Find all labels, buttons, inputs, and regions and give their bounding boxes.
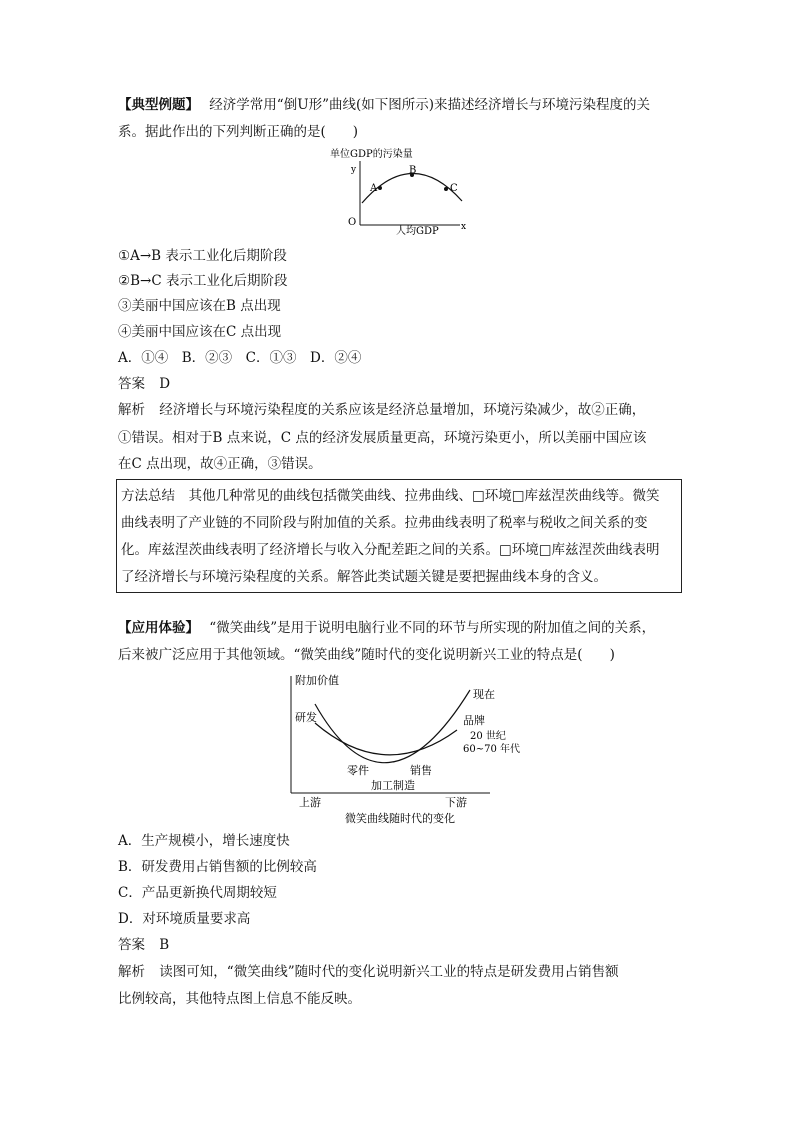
practice-question-line-1 [118, 618, 655, 638]
smile-curve-now [315, 690, 470, 763]
figure2-y-title: 附加价值 [295, 674, 339, 687]
practice-option-b: B．研发费用占销售额的比例较高 [118, 859, 317, 875]
point-c-marker [444, 187, 448, 191]
point-b-label: B [409, 165, 417, 176]
figure2-label-brand: 品牌 [463, 714, 485, 727]
figure1-x-title: 人均GDP [396, 226, 439, 237]
practice-analysis-line-1 [118, 962, 619, 982]
example-analysis-text-1: 经济增长与环境污染程度的关系应该是经济总量增加，环境污染减少，故②正确， [159, 402, 646, 418]
smile-curve-figure [285, 668, 525, 828]
point-a-marker [378, 186, 382, 190]
figure1-y-label: y [351, 165, 357, 175]
summary-line-4: 了经济增长与环境污染程度的关系。解答此类试题关键是要把握曲线本身的含义。 [121, 569, 607, 585]
example-question-line-2: 系。据此作出的下列判断正确的是( ) [118, 124, 359, 140]
practice-analysis-label: 解析 [118, 964, 145, 980]
summary-line-3: 化。库兹涅茨曲线表明了经济增长与收入分配差距之间的关系。□环境□库兹涅茨曲线表明 [121, 542, 660, 558]
example-analysis-label: 解析 [118, 402, 145, 418]
figure2-label-downstream: 下游 [445, 796, 467, 809]
example-question-text-1: 经济学常用“倒U形”曲线(如下图所示)来描述经济增长与环境污染程度的关 [209, 97, 651, 113]
practice-option-c: C．产品更新换代周期较短 [118, 885, 277, 901]
practice-answer [118, 935, 169, 955]
example-analysis-line-1 [118, 400, 645, 420]
figure2-label-upstream: 上游 [299, 796, 321, 809]
example-options: A．①④ B．②③ C．①③ D．②④ [118, 350, 362, 366]
summary-line-1: 方法总结 其他几种常见的曲线包括微笑曲线、拉弗曲线、□环境□库兹涅茨曲线等。微笑 [121, 488, 660, 504]
example-question-line-1 [118, 95, 650, 115]
example-analysis-line-2: ①错误。相对于B 点来说，C 点的经济发展质量更高，环境污染更小，所以美丽中国应该 [118, 430, 647, 446]
summary-line-2: 曲线表明了产业链的不同阶段与附加值的关系。拉弗曲线表明了税率与税收之间关系的变 [121, 515, 648, 531]
figure1-x-label: x [461, 222, 467, 232]
example-analysis-line-3: 在C 点出现，故④正确，③错误。 [118, 456, 322, 472]
practice-question-line-2: 后来被广泛应用于其他领域。“微笑曲线”随时代的变化说明新兴工业的特点是( ) [118, 647, 615, 663]
point-c-label: C [450, 183, 458, 194]
practice-tag: 【应用体验】 [118, 620, 199, 636]
figure2-label-sales: 销售 [410, 764, 432, 777]
practice-answer-value: B [159, 937, 170, 953]
practice-answer-label: 答案 [118, 937, 145, 953]
statement-2: ②B→C 表示工业化后期阶段 [118, 273, 288, 289]
figure2-label-20c-1: 20 世纪 [470, 731, 506, 742]
figure1-origin: O [348, 217, 357, 228]
practice-analysis-text-1: 读图可知，“微笑曲线”随时代的变化说明新兴工业的特点是研发费用占销售额 [159, 964, 619, 980]
figure2-caption: 微笑曲线随时代的变化 [345, 812, 455, 825]
statement-1: ①A→B 表示工业化后期阶段 [118, 248, 287, 264]
practice-analysis-line-2: 比例较高，其他特点图上信息不能反映。 [118, 991, 361, 1007]
figure2-label-now: 现在 [473, 688, 495, 701]
example-answer [118, 374, 170, 394]
figure2-label-processing: 加工制造 [371, 779, 415, 792]
practice-option-d: D．对环境质量要求高 [118, 911, 251, 927]
example-tag: 【典型例题】 [118, 97, 199, 113]
figure2-label-rd: 研发 [295, 711, 317, 724]
figure2-label-20c-2: 60~70 年代 [463, 744, 521, 755]
example-answer-value: D [159, 376, 171, 392]
figure1-y-title: 单位GDP的污染量 [330, 149, 413, 160]
inverted-u-figure [326, 145, 476, 237]
example-answer-label: 答案 [118, 376, 145, 392]
statement-4: ④美丽中国应该在C 点出现 [118, 324, 282, 340]
statement-3: ③美丽中国应该在B 点出现 [118, 298, 281, 314]
smile-curve-1960s [315, 723, 457, 755]
point-a-label: A [370, 183, 378, 194]
figure2-label-parts: 零件 [347, 764, 369, 777]
practice-question-text-1: “微笑曲线”是用于说明电脑行业不同的环节与所实现的附加值之间的关系， [209, 620, 656, 636]
practice-option-a: A．生产规模小，增长速度快 [118, 833, 290, 849]
method-summary-box [116, 479, 682, 593]
